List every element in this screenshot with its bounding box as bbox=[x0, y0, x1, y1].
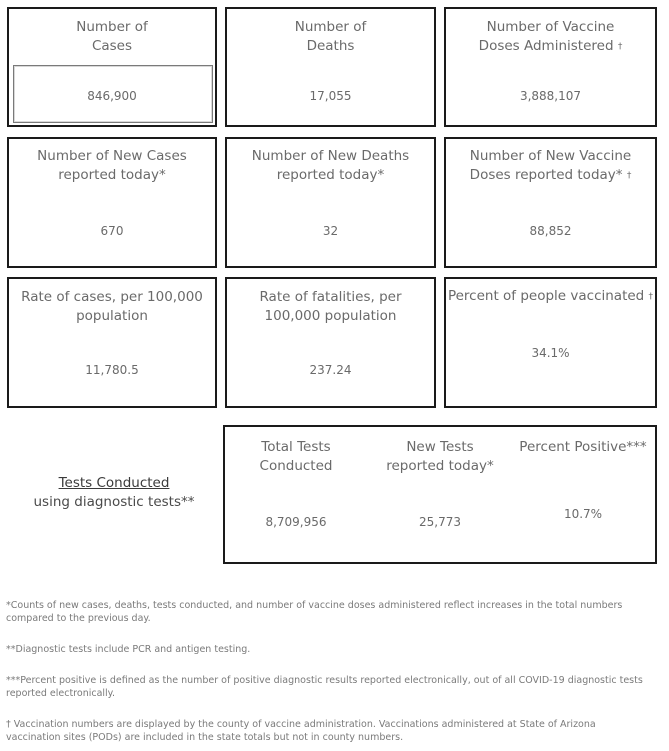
dagger-mark: † bbox=[626, 171, 632, 181]
footnote-diagnostic-tests: **Diagnostic tests include PCR and antigen testing. bbox=[6, 644, 251, 655]
new-deaths-card[interactable] bbox=[225, 137, 436, 268]
case-rate-value: 11,780.5 bbox=[85, 363, 139, 377]
deaths-value: 17,055 bbox=[309, 89, 352, 103]
cases-card[interactable] bbox=[7, 7, 217, 127]
tests-card[interactable] bbox=[223, 425, 657, 564]
footnote-vaccination: † Vaccination numbers are displayed by the county of vaccine administration. Vaccinations administered at State of Arizona vaccination sites (PODs) are included in the state totals but not in county numbers. bbox=[6, 719, 596, 743]
total-tests-title: Total Tests Conducted bbox=[259, 439, 333, 474]
new-deaths-title: Number of New Deaths reported today* bbox=[251, 148, 410, 183]
percent-vaccinated-card[interactable] bbox=[444, 277, 657, 408]
new-vaccine-doses-title: Number of New Vaccine Doses reported today* † bbox=[469, 148, 632, 183]
deaths-card[interactable] bbox=[225, 7, 436, 127]
percent-positive-title: Percent Positive*** bbox=[519, 439, 647, 455]
case-rate-card[interactable] bbox=[7, 277, 217, 408]
new-cases-value: 670 bbox=[100, 224, 124, 238]
fatality-rate-card[interactable] bbox=[225, 277, 436, 408]
new-deaths-value: 32 bbox=[322, 224, 339, 238]
percent-vaccinated-title: Percent of people vaccinated † bbox=[447, 288, 654, 304]
new-vaccine-doses-card[interactable] bbox=[444, 137, 657, 268]
dagger-mark: † bbox=[617, 42, 623, 52]
dagger-mark: † bbox=[648, 292, 654, 302]
fatality-rate-value: 237.24 bbox=[309, 363, 352, 377]
vaccine-doses-title: Number of Vaccine Doses Administered † bbox=[478, 19, 623, 54]
cases-title: Number of Cases bbox=[76, 19, 148, 54]
percent-positive-value: 10.7% bbox=[563, 507, 603, 521]
percent-vaccinated-value: 34.1% bbox=[531, 346, 570, 360]
new-tests-value: 25,773 bbox=[419, 515, 461, 529]
deaths-title: Number of Deaths bbox=[294, 19, 367, 54]
new-vaccine-doses-value: 88,852 bbox=[529, 224, 572, 238]
vaccine-doses-value: 3,888,107 bbox=[519, 89, 582, 103]
new-cases-card[interactable] bbox=[7, 137, 217, 268]
cases-value: 846,900 bbox=[87, 89, 137, 103]
fatality-rate-title: Rate of fatalities, per 100,000 population bbox=[259, 289, 402, 324]
new-tests-title: New Tests reported today* bbox=[386, 439, 494, 474]
vaccine-doses-card[interactable] bbox=[444, 7, 657, 127]
footnote-percent-positive: ***Percent positive is defined as the number of positive diagnostic results reported electronically, out of all COVID-19 diagnostic tests reported electronically. bbox=[6, 675, 643, 699]
case-rate-title: Rate of cases, per 100,000 population bbox=[21, 289, 203, 324]
new-cases-title: Number of New Cases reported today* bbox=[37, 148, 187, 183]
total-tests-value: 8,709,956 bbox=[265, 515, 327, 529]
footnote-new-counts: *Counts of new cases, deaths, tests conducted, and number of vaccine doses administered reflect increases in the total numbers compared to the previous day. bbox=[6, 600, 623, 624]
tests-conducted-label: Tests Conducted using diagnostic tests** bbox=[33, 475, 195, 510]
